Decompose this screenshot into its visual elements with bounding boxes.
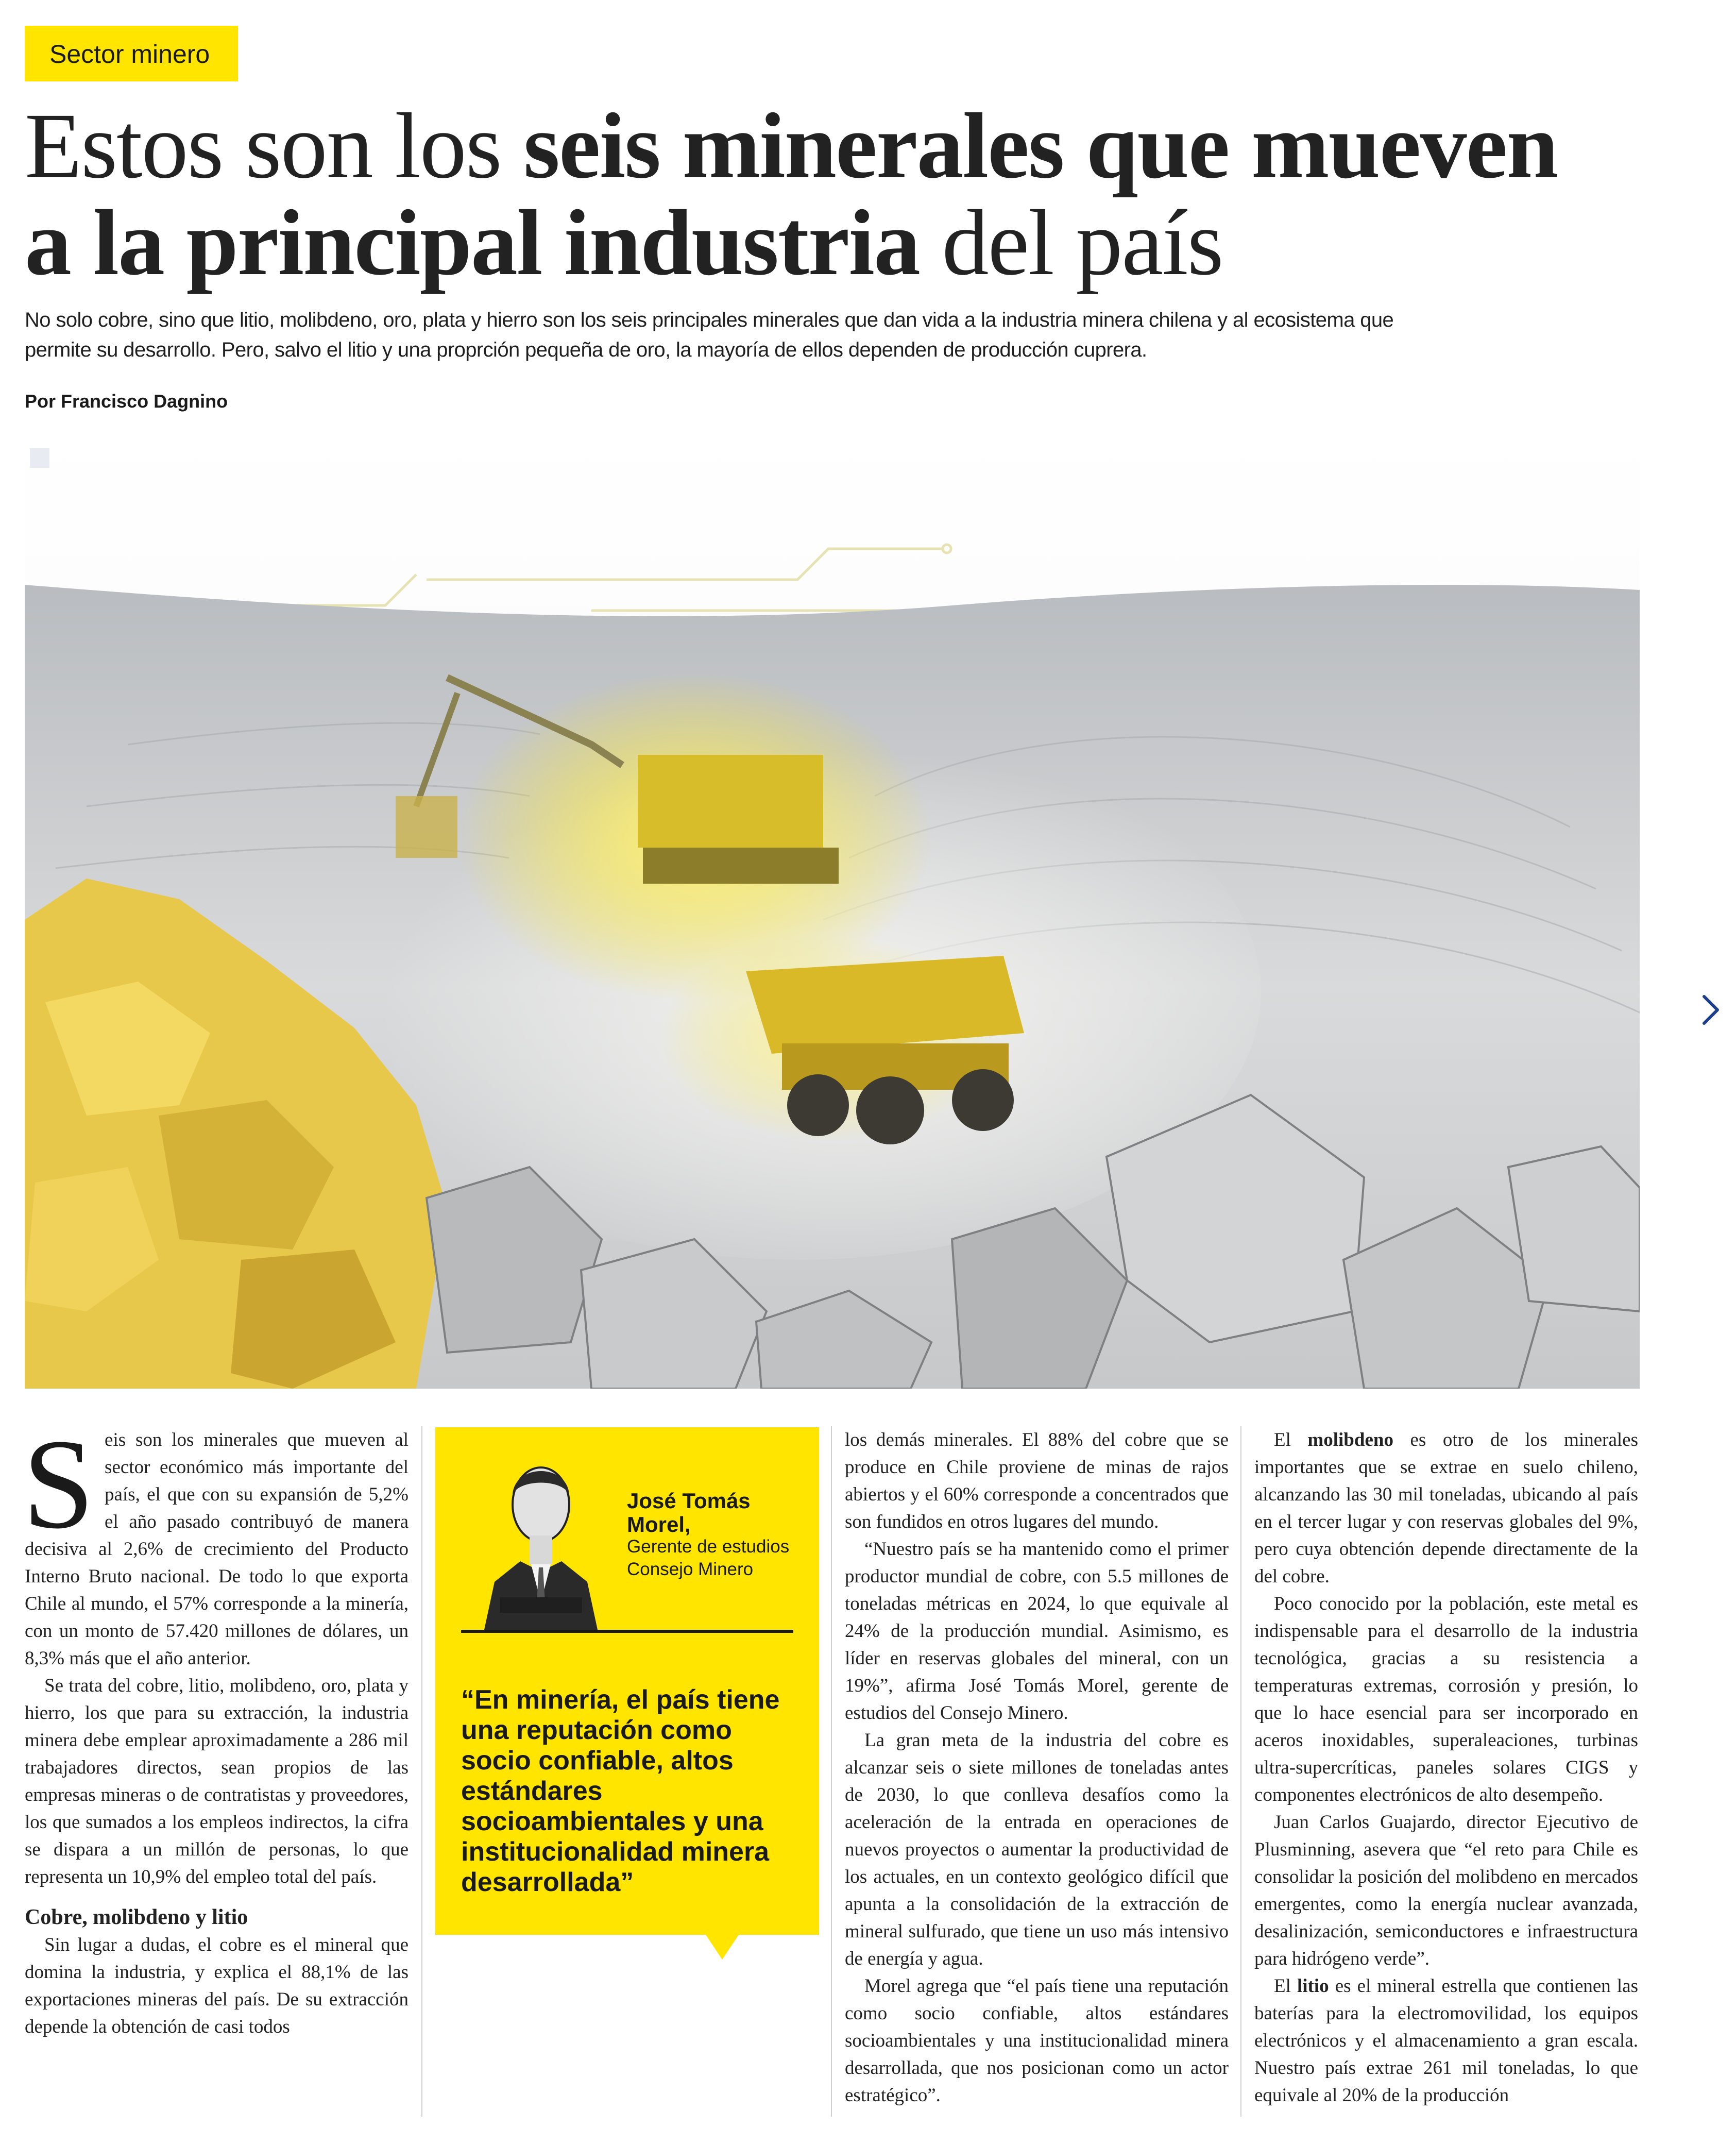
column-rule	[1240, 1426, 1241, 2117]
mine-illustration	[25, 435, 1640, 1389]
section-tag	[25, 26, 238, 81]
pull-quote-box	[435, 1427, 819, 1935]
headline	[25, 94, 1699, 295]
paragraph: Juan Carlos Guajardo, director Ejecutivo de Plusminning, asevera que “el reto para Chile es consolidar la posición del molibdeno en mercados emergentes, como la energía nuclear avanzada, desalinización, semiconductores e infraestructura para hidrógeno verde”.	[1254, 1812, 1638, 1969]
headline-line1-regular: Estos son los	[25, 94, 524, 198]
keyword-litio: litio	[1297, 1976, 1329, 1997]
paragraph: Morel agrega que “el país tiene una reputación como socio confiable, altos estándares socioambientales y una institucionalidad minera desarrollada, que nos posicionan como un actor estratégico”.	[845, 1976, 1229, 2106]
paragraph: La gran meta de la industria del cobre es alcanzar seis o siete millones de toneladas antes de 2030, lo que conlleva desafíos como la aceleración de la entrada en operaciones de nuevos proyectos o aumentar la productividad de los actuales, en un contexto geológico difícil que apunta a la consolidación de la extracción de mineral sulfurado, que tiene un uso más intensivo de energía y agua.	[845, 1730, 1229, 1969]
paragraph-text: eis son los minerales que mueven al sector económico más importante del país, el que con su expansión de 5,2% el año pasado contribuyó de manera decisiva al 2,6% de crecimiento del Producto Interno Bruto nacional. De todo lo que exporta Chile al mundo, el 57% corresponde a la minería, con un monto de 57.420 millones de dólares, un 8,3% más que el año anterior.	[25, 1429, 409, 1669]
subhead: Cobre, molibdeno y litio	[25, 1905, 248, 1929]
paragraph: Sin lugar a dudas, el cobre es el mineral que domina la industria, y explica el 88,1% de las exportaciones mineras del país. De su extracción depende la obtención de casi todos	[25, 1934, 409, 2037]
paragraph-text: El	[1274, 1976, 1297, 1997]
article-column-1	[23, 1413, 409, 2040]
paragraph: “Nuestro país se ha mantenido como el primer productor mundial de cobre, con 5.5 millones de toneladas métricas en 2024, lo que equivale al 24% de la producción mundial. Asimismo, es líder en reservas globales del mineral, con un 19%”, afirma José Tomás Morel, gerente de estudios del Consejo Minero.	[845, 1539, 1229, 1724]
quote-divider	[461, 1630, 793, 1633]
headline-line1-bold: seis minerales que mueven	[523, 94, 1558, 198]
column-rule	[831, 1426, 832, 2117]
quote-person-name	[627, 1489, 751, 1537]
section-tag-label: Sector minero	[49, 40, 210, 69]
paragraph: Se trata del cobre, litio, molibdeno, oro, plata y hierro, los que para su extracción, la industria minera debe emplear aproximadamente a 286 mil trabajadores directos, sean propios de las empresas mineras o de contratistas y proveedores, los que sumados a los empleos indirectos, la cifra se dispara a un millón de personas, lo que representa un 10,9% del empleo total del país.	[25, 1675, 409, 1887]
article-dek: No solo cobre, sino que litio, molibdeno, oro, plata y hierro son los seis principales minerales que dan vida a la industria minera chilena y al ecosistema que permite su desarrollo. Pero, salvo el litio y una proprción pequeña de oro, la mayoría de ellos dependen de producción cuprera.	[25, 309, 1394, 361]
byline: Por Francisco Dagnino	[25, 391, 228, 412]
quote-name-line2: Morel,	[627, 1512, 691, 1537]
quote-person-role: Gerente de estudios Consejo Minero	[627, 1537, 790, 1579]
corner-square	[30, 448, 49, 468]
quote-pointer	[706, 1935, 739, 1960]
headline-line2-regular: del país	[920, 191, 1223, 295]
quote-name-line1: José Tomás	[627, 1489, 751, 1513]
paragraph	[1254, 1972, 1638, 2109]
dropcap: S	[23, 1413, 95, 1556]
chevron-right-icon[interactable]	[1695, 989, 1726, 1031]
article-column-4	[1254, 1426, 1638, 2109]
paragraph: los demás minerales. El 88% del cobre que se produce en Chile proviene de minas de rajos abiertos y el 60% corresponde a concentrados que son fundidos en otros lugares del mundo.	[845, 1429, 1229, 1532]
article-column-3	[845, 1426, 1229, 2109]
paragraph	[23, 1413, 409, 1672]
paragraph-text: es otro de los minerales importantes que se extrae en suelo chileno, alcanzando las 30 mil toneladas, ubicando al país en el tercer lugar y con reservas globales del 9%, pero cuya obtención depende directamente de la del cobre.	[1254, 1429, 1638, 1587]
paragraph: Poco conocido por la población, este metal es indispensable para el desarrollo de la industria tecnológica, gracias a su resistencia a temperaturas extremas, corrosión y presión, lo que lo hace esencial para ser incorporado en aceros inoxidables, superaleaciones, turbinas ultra-supercríticas, paneles solares CIGS y componentes electrónicos de alto desempeño.	[1254, 1593, 1638, 1805]
paragraph-text: es el mineral estrella que contienen las baterías para la electromovilidad, los equipos electrónicos y el almacenamiento a gran escala. Nuestro país extrae 261 mil toneladas, lo que equivale al 20% de la producción	[1254, 1976, 1638, 2106]
headline-line2-bold: a la principal industria	[25, 191, 920, 295]
portrait-illustration	[464, 1427, 618, 1630]
keyword-molibdeno: molibdeno	[1307, 1429, 1393, 1450]
paragraph-text: El	[1274, 1429, 1308, 1450]
haul-truck	[658, 935, 1024, 1144]
column-rule	[421, 1426, 422, 2117]
paragraph	[1254, 1426, 1638, 1590]
pull-quote-text: “En minería, el país tiene una reputación como socio confiable, altos estándares socioambientales y una institucionalidad minera desarrollada”	[461, 1685, 780, 1897]
